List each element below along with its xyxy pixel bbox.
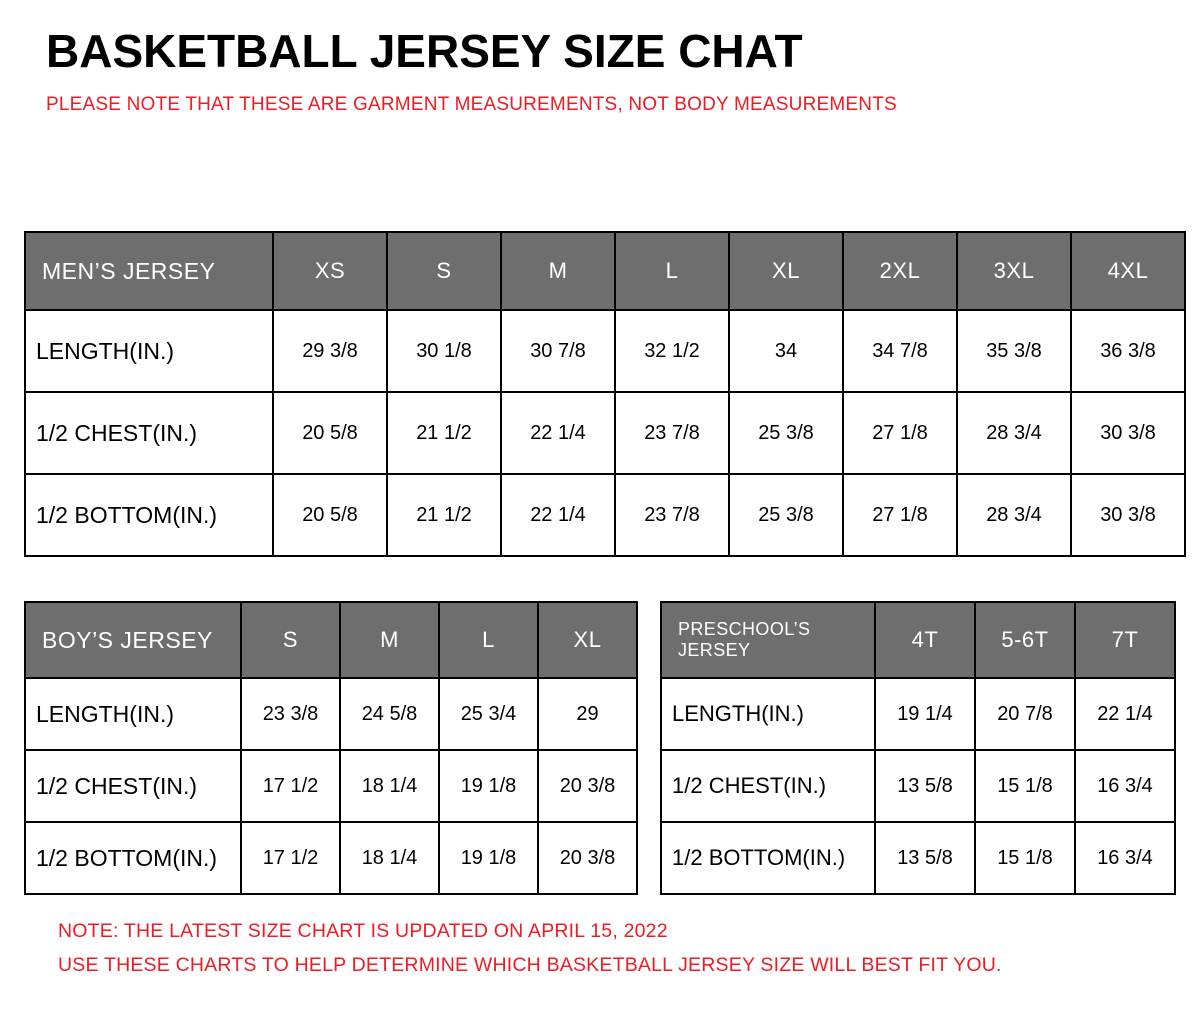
boys-size-header: XL [538,602,637,678]
mens-measurement-cell: 22 1/4 [501,392,615,474]
mens-measurement-cell: 25 3/8 [729,392,843,474]
mens-measurement-cell: 21 1/2 [387,474,501,556]
mens-measurement-cell: 20 5/8 [273,392,387,474]
preschool-measurement-cell: 16 3/4 [1075,822,1175,894]
boys-size-header: M [340,602,439,678]
mens-size-header: XS [273,232,387,310]
mens-measurement-cell: 23 7/8 [615,474,729,556]
mens-size-header: 3XL [957,232,1071,310]
boys-measurement-cell: 19 1/8 [439,750,538,822]
table-row [661,678,1175,750]
preschool-row-label: LENGTH(IN.) [661,678,875,750]
boys-header-label: BOY’S JERSEY [25,602,241,678]
mens-size-header: 2XL [843,232,957,310]
boys-measurement-cell: 18 1/4 [340,822,439,894]
preschool-header-row [661,602,1175,678]
table-row [25,822,637,894]
boys-jersey-table [24,601,638,895]
size-chart-page [0,26,1200,1033]
table-row [661,822,1175,894]
boys-measurement-cell: 17 1/2 [241,750,340,822]
mens-measurement-cell: 36 3/8 [1071,310,1185,392]
mens-measurement-cell: 32 1/2 [615,310,729,392]
mens-size-header: XL [729,232,843,310]
mens-size-header: M [501,232,615,310]
mens-measurement-cell: 28 3/4 [957,392,1071,474]
mens-measurement-cell: 35 3/8 [957,310,1071,392]
preschool-size-header: 5-6T [975,602,1075,678]
preschool-measurement-cell: 13 5/8 [875,750,975,822]
bottom-note-line-2: USE THESE CHARTS TO HELP DETERMINE WHICH BASKETBALL JERSEY SIZE WILL BEST FIT YOU. [58,954,1002,977]
mens-measurement-cell: 30 3/8 [1071,474,1185,556]
mens-size-header: 4XL [1071,232,1185,310]
boys-measurement-cell: 20 3/8 [538,750,637,822]
table-row [25,750,637,822]
boys-size-header: S [241,602,340,678]
mens-measurement-cell: 30 7/8 [501,310,615,392]
boys-measurement-cell: 29 [538,678,637,750]
mens-header-label: MEN’S JERSEY [25,232,273,310]
lower-tables-wrapper [24,601,1176,895]
preschool-measurement-cell: 13 5/8 [875,822,975,894]
boys-measurement-cell: 20 3/8 [538,822,637,894]
preschool-row-label: 1/2 CHEST(IN.) [661,750,875,822]
mens-measurement-cell: 30 3/8 [1071,392,1185,474]
boys-row-label: 1/2 BOTTOM(IN.) [25,822,241,894]
mens-measurement-cell: 28 3/4 [957,474,1071,556]
preschool-measurement-cell: 15 1/8 [975,822,1075,894]
boys-measurement-cell: 19 1/8 [439,822,538,894]
boys-header-row [25,602,637,678]
preschool-measurement-cell: 22 1/4 [1075,678,1175,750]
mens-measurement-cell: 30 1/8 [387,310,501,392]
mens-measurement-cell: 27 1/8 [843,474,957,556]
mens-measurement-cell: 27 1/8 [843,392,957,474]
boys-size-header: L [439,602,538,678]
table-row [25,392,1185,474]
mens-jersey-table-wrapper [24,231,1186,557]
boys-measurement-cell: 17 1/2 [241,822,340,894]
boys-row-label: LENGTH(IN.) [25,678,241,750]
top-note: PLEASE NOTE THAT THESE ARE GARMENT MEASUREMENTS, NOT BODY MEASUREMENTS [46,93,897,115]
mens-size-header: S [387,232,501,310]
boys-row-label: 1/2 CHEST(IN.) [25,750,241,822]
preschool-measurement-cell: 19 1/4 [875,678,975,750]
boys-measurement-cell: 18 1/4 [340,750,439,822]
mens-row-label: 1/2 CHEST(IN.) [25,392,273,474]
mens-measurement-cell: 21 1/2 [387,392,501,474]
bottom-note-line-1: NOTE: THE LATEST SIZE CHART IS UPDATED ON APRIL 15, 2022 [58,920,668,942]
table-row [25,310,1185,392]
preschool-measurement-cell: 15 1/8 [975,750,1075,822]
mens-measurement-cell: 34 7/8 [843,310,957,392]
boys-measurement-cell: 23 3/8 [241,678,340,750]
mens-measurement-cell: 23 7/8 [615,392,729,474]
mens-measurement-cell: 20 5/8 [273,474,387,556]
mens-measurement-cell: 22 1/4 [501,474,615,556]
preschool-jersey-table [660,601,1176,895]
mens-row-label: LENGTH(IN.) [25,310,273,392]
mens-jersey-table [24,231,1186,557]
preschool-size-header: 4T [875,602,975,678]
mens-header-row [25,232,1185,310]
table-row [25,678,637,750]
preschool-header-label: PRESCHOOL’S JERSEY [661,602,875,678]
preschool-size-header: 7T [1075,602,1175,678]
preschool-row-label: 1/2 BOTTOM(IN.) [661,822,875,894]
mens-row-label: 1/2 BOTTOM(IN.) [25,474,273,556]
preschool-measurement-cell: 16 3/4 [1075,750,1175,822]
page-title: BASKETBALL JERSEY SIZE CHAT [46,25,803,77]
mens-size-header: L [615,232,729,310]
boys-measurement-cell: 24 5/8 [340,678,439,750]
preschool-measurement-cell: 20 7/8 [975,678,1075,750]
bottom-note [58,914,1002,982]
table-row [661,750,1175,822]
table-row [25,474,1185,556]
boys-measurement-cell: 25 3/4 [439,678,538,750]
mens-measurement-cell: 34 [729,310,843,392]
mens-measurement-cell: 29 3/8 [273,310,387,392]
mens-measurement-cell: 25 3/8 [729,474,843,556]
